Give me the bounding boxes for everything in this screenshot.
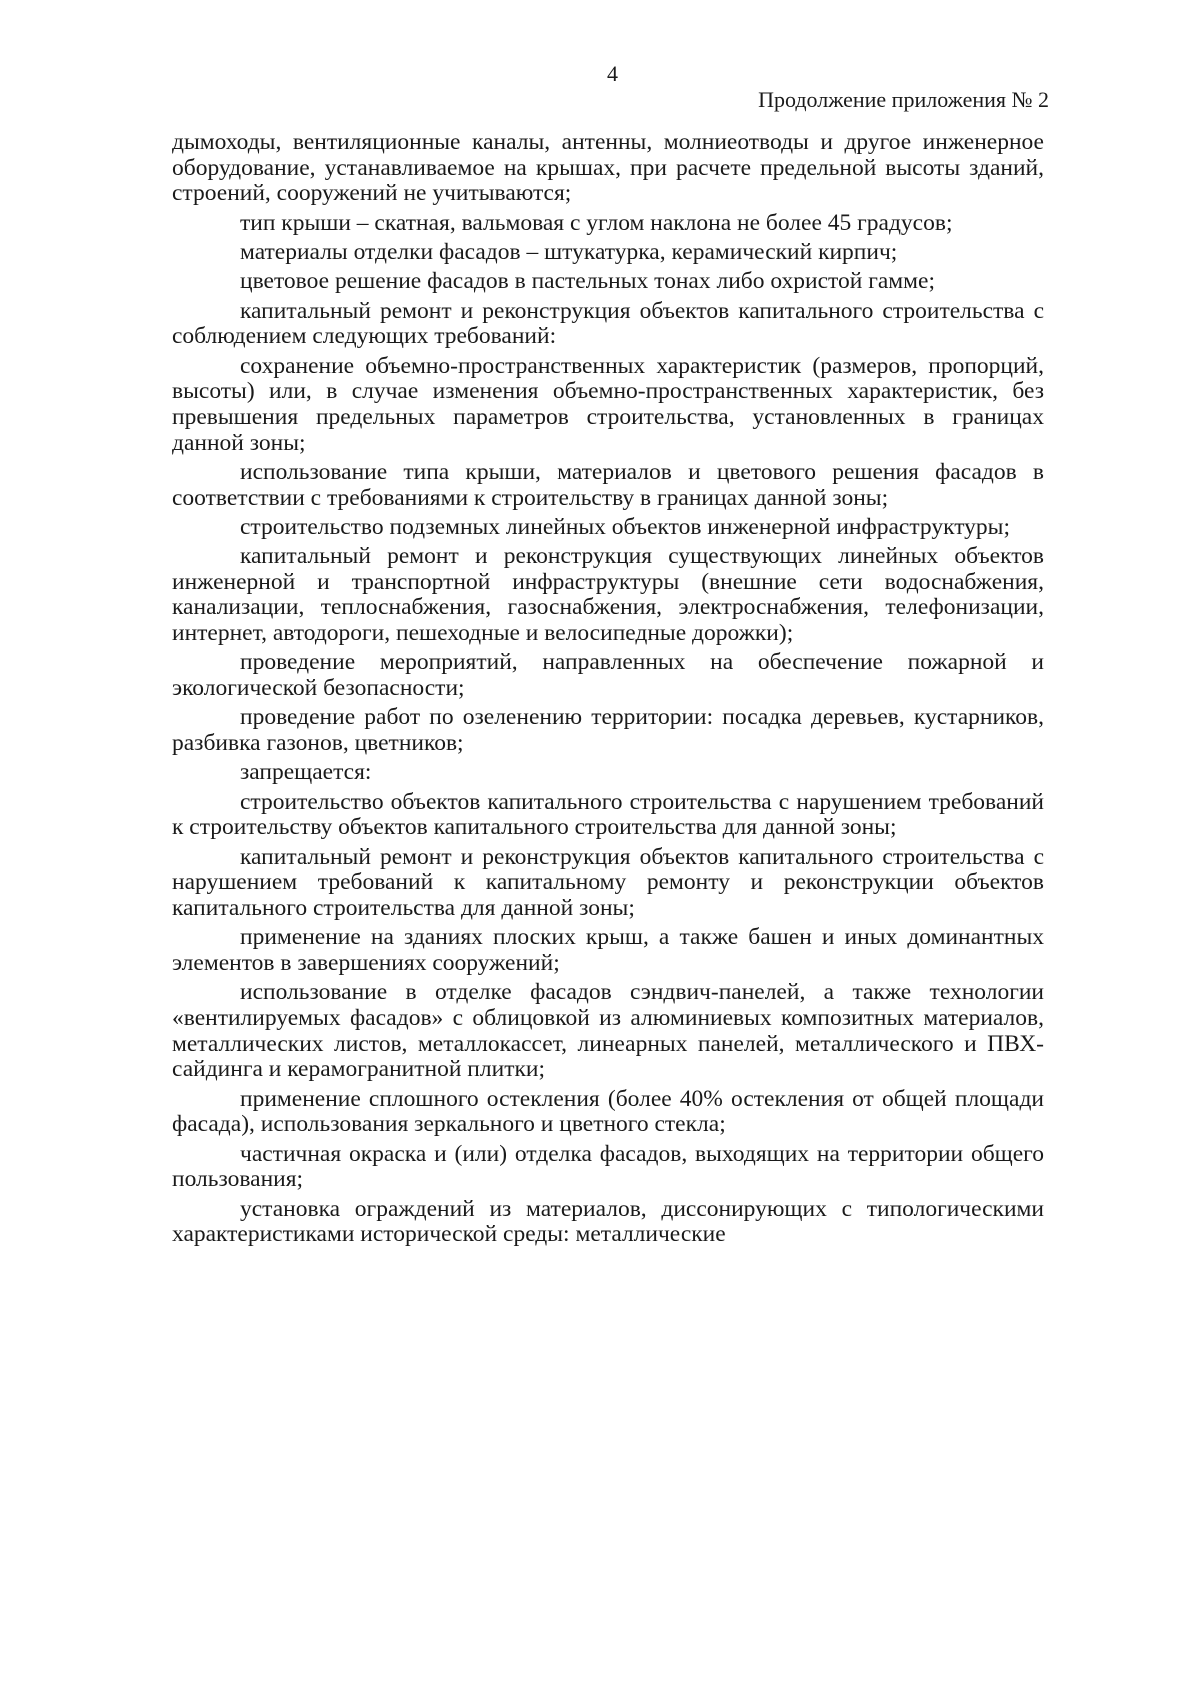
paragraph: тип крыши – скатная, вальмовая с углом наклона не более 45 градусов; (240, 209, 953, 236)
paragraph: цветовое решение фасадов в пастельных тонах либо охристой гамме; (240, 268, 935, 295)
paragraph: запрещается: (240, 759, 372, 786)
paragraph: дымоходы, вентиляционные каналы, антенны, молниеотводы и другое инженерное оборудование, устанавливаемое на крышах, при расчете предельной высоты зданий, строений, сооружений не учитываются; (172, 129, 1044, 207)
appendix-continuation-label: Продолжение приложения № 2 (758, 87, 1049, 112)
paragraph: применение на зданиях плоских крыш, а также башен и иных доминантных элементов в завершениях сооружений; (172, 924, 1044, 976)
paragraph: строительство подземных линейных объектов инженерной инфраструктуры; (240, 513, 1010, 540)
paragraph: проведение мероприятий, направленных на обеспечение пожарной и экологической безопасности; (172, 649, 1044, 702)
page-number: 4 (607, 61, 618, 86)
paragraph: применение сплошного остекления (более 40% остекления от общей площади фасада), использования зеркального и цветного стекла; (172, 1085, 1044, 1138)
paragraph: использование типа крыши, материалов и цветового решения фасадов в соответствии с требованиями к строительству в границах данной зоны; (172, 458, 1044, 511)
paragraph: капитальный ремонт и реконструкция объектов капитального строительства с соблюдением следующих требований: (172, 297, 1044, 350)
paragraph: капитальный ремонт и реконструкция объектов капитального строительства с нарушением требований к капитальному ремонту и реконструкции объектов капитального строительства для данной зоны; (172, 843, 1044, 921)
document-body (172, 130, 1044, 1251)
paragraph: использование в отделке фасадов сэндвич-панелей, а также технологии «вентилируемых фасадов» с облицовкой из алюминиевых композитных материалов, металлических листов, металлокассет, линеарных панелей, металлического и ПВХ-сайдинга и керамогранитной плитки; (172, 979, 1044, 1083)
paragraph: капитальный ремонт и реконструкция существующих линейных объектов инженерной и транспортной инфраструктуры (внешние сети водоснабжения, канализации, теплоснабжения, газоснабжения, электроснабжения, телефонизации, интернет, автодороги, пешеходные и велосипедные дорожки); (172, 543, 1044, 647)
paragraph: проведение работ по озеленению территории: посадка деревьев, кустарников, разбивка газонов, цветников; (172, 704, 1044, 757)
paragraph: установка ограждений из материалов, диссонирующих с типологическими характеристиками исторической среды: металлические (172, 1195, 1044, 1248)
paragraph: сохранение объемно-пространственных характеристик (размеров, пропорций, высоты) или, в случае изменения объемно-пространственных характеристик, без превышения предельных параметров строительства, установленных в границах данной зоны; (172, 352, 1044, 456)
paragraph: материалы отделки фасадов – штукатурка, керамический кирпич; (240, 238, 898, 265)
paragraph: строительство объектов капитального строительства с нарушением требований к строительству объектов капитального строительства для данной зоны; (172, 788, 1044, 841)
paragraph: частичная окраска и (или) отделка фасадов, выходящих на территории общего пользования; (172, 1140, 1044, 1193)
